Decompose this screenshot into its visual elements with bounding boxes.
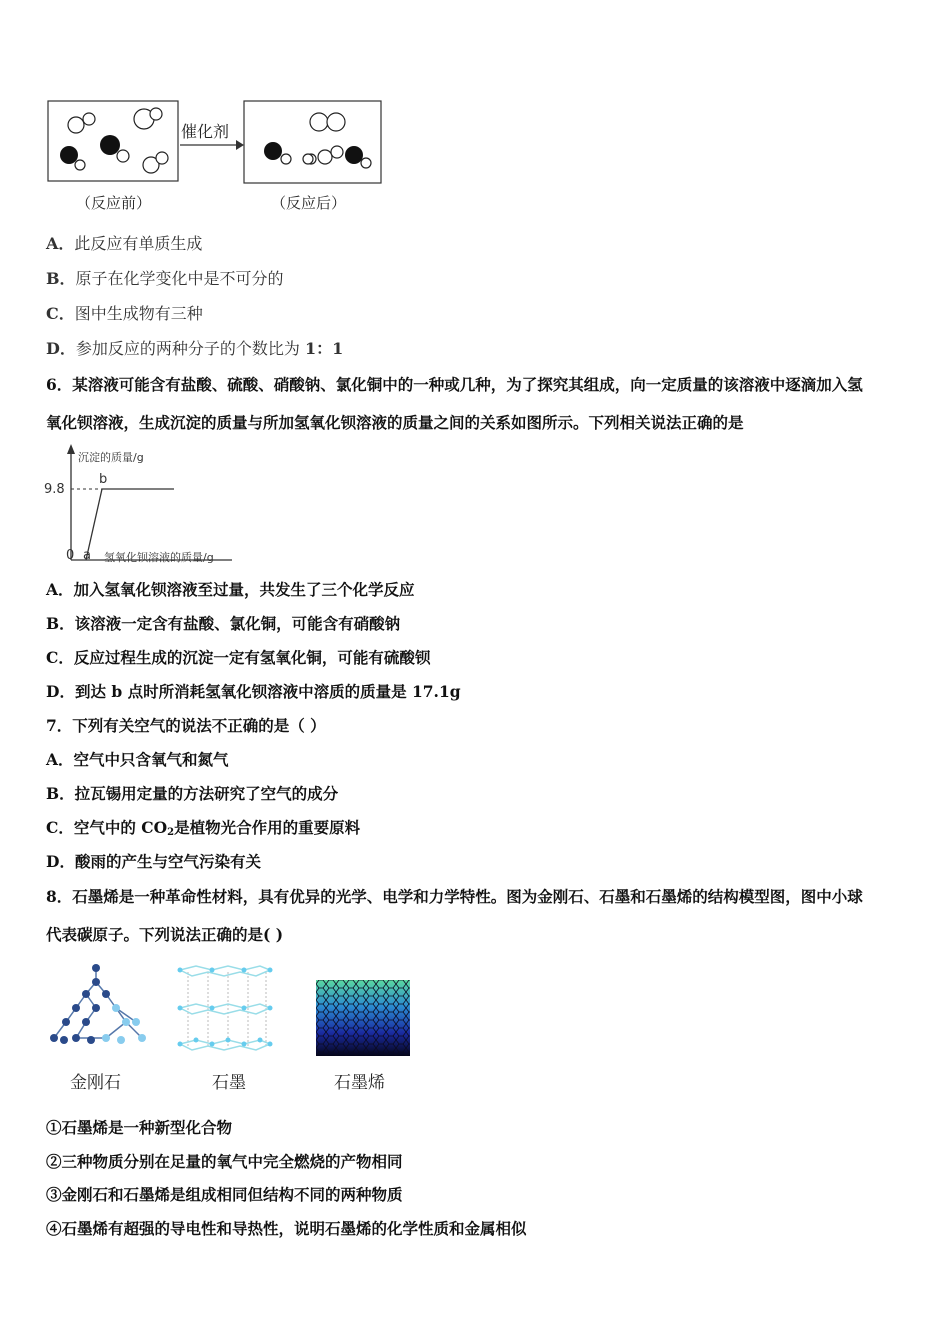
- caption-graphene: 石墨烯: [334, 1073, 385, 1093]
- q6-option-b: B．该溶液一定含有盐酸、氯化铜，可能含有硝酸钠: [46, 614, 401, 633]
- q5-option-a: A．此反应有单质生成: [46, 234, 203, 253]
- q6-option-a: A．加入氢氧化钡溶液至过量，共发生了三个化学反应: [46, 580, 415, 599]
- q8-statement-4: ④石墨烯有超强的导电性和导热性，说明石墨烯的化学性质和金属相似: [46, 1219, 527, 1238]
- reaction-diagram: [40, 95, 400, 195]
- after-caption: （反应后）: [271, 194, 347, 212]
- graphite-structure-image: [176, 962, 274, 1054]
- graph-origin: 0: [66, 548, 75, 563]
- q8-statement-2: ②三种物质分别在足量的氧气中完全燃烧的产物相同: [46, 1152, 403, 1171]
- graph-y-value: 9.8: [44, 482, 65, 497]
- graph-point-b: b: [99, 472, 108, 487]
- q7-option-d: D．酸雨的产生与空气污染有关: [46, 852, 261, 871]
- graph-point-a: a: [83, 548, 91, 563]
- q5-option-c: C．图中生成物有三种: [46, 304, 203, 323]
- catalyst-label: 催化剂: [181, 122, 230, 141]
- q5-option-d: D．参加反应的两种分子的个数比为 1：1: [46, 339, 344, 358]
- q8-statement-1: ①石墨烯是一种新型化合物: [46, 1118, 233, 1137]
- caption-graphite: 石墨: [212, 1073, 246, 1093]
- q8-stem-line2: 代表碳原子。下列说法正确的是( ): [46, 925, 284, 944]
- q8-stem-line1: 8．石墨烯是一种革命性材料，具有优异的光学、电学和力学特性。图为金刚石、石墨和石墨烯的结构模型图，图中小球: [46, 887, 863, 906]
- after-box: [244, 101, 381, 183]
- q6-option-c: C．反应过程生成的沉淀一定有氢氧化铜，可能有硫酸钡: [46, 648, 431, 667]
- graphene-structure-image: [316, 980, 410, 1056]
- q5-option-b: B．原子在化学变化中是不可分的: [46, 269, 284, 288]
- q6-stem-line1: 6．某溶液可能含有盐酸、硫酸、硝酸钠、氯化铜中的一种或几种，为了探究其组成，向一定质量的该溶液中逐滴加入氢: [46, 375, 863, 394]
- q7-option-b: B．拉瓦锡用定量的方法研究了空气的成分: [46, 784, 339, 803]
- caption-diamond: 金刚石: [70, 1073, 121, 1093]
- precipitate-graph: [40, 442, 240, 568]
- diamond-structure-image: [46, 962, 154, 1050]
- q6-option-d: D．到达 b 点时所消耗氢氧化钡溶液中溶质的质量是 17.1g: [46, 682, 461, 701]
- q7-option-a: A．空气中只含氧气和氮气: [46, 750, 229, 769]
- q7-option-c: C．空气中的 $CO_2$是植物光合作用的重要原料: [46, 818, 361, 838]
- q8-statement-3: ③金刚石和石墨烯是组成相同但结构不同的两种物质: [46, 1185, 403, 1204]
- graph-xlabel: 氢氧化钡溶液的质量/g: [104, 551, 214, 564]
- q7-stem: 7．下列有关空气的说法不正确的是（ ）: [46, 716, 326, 735]
- before-caption: （反应前）: [76, 194, 152, 212]
- graph-ylabel: 沉淀的质量/g: [78, 451, 144, 464]
- q6-stem-line2: 氧化钡溶液，生成沉淀的质量与所加氢氧化钡溶液的质量之间的关系如图所示。下列相关说法正确的是: [46, 413, 744, 432]
